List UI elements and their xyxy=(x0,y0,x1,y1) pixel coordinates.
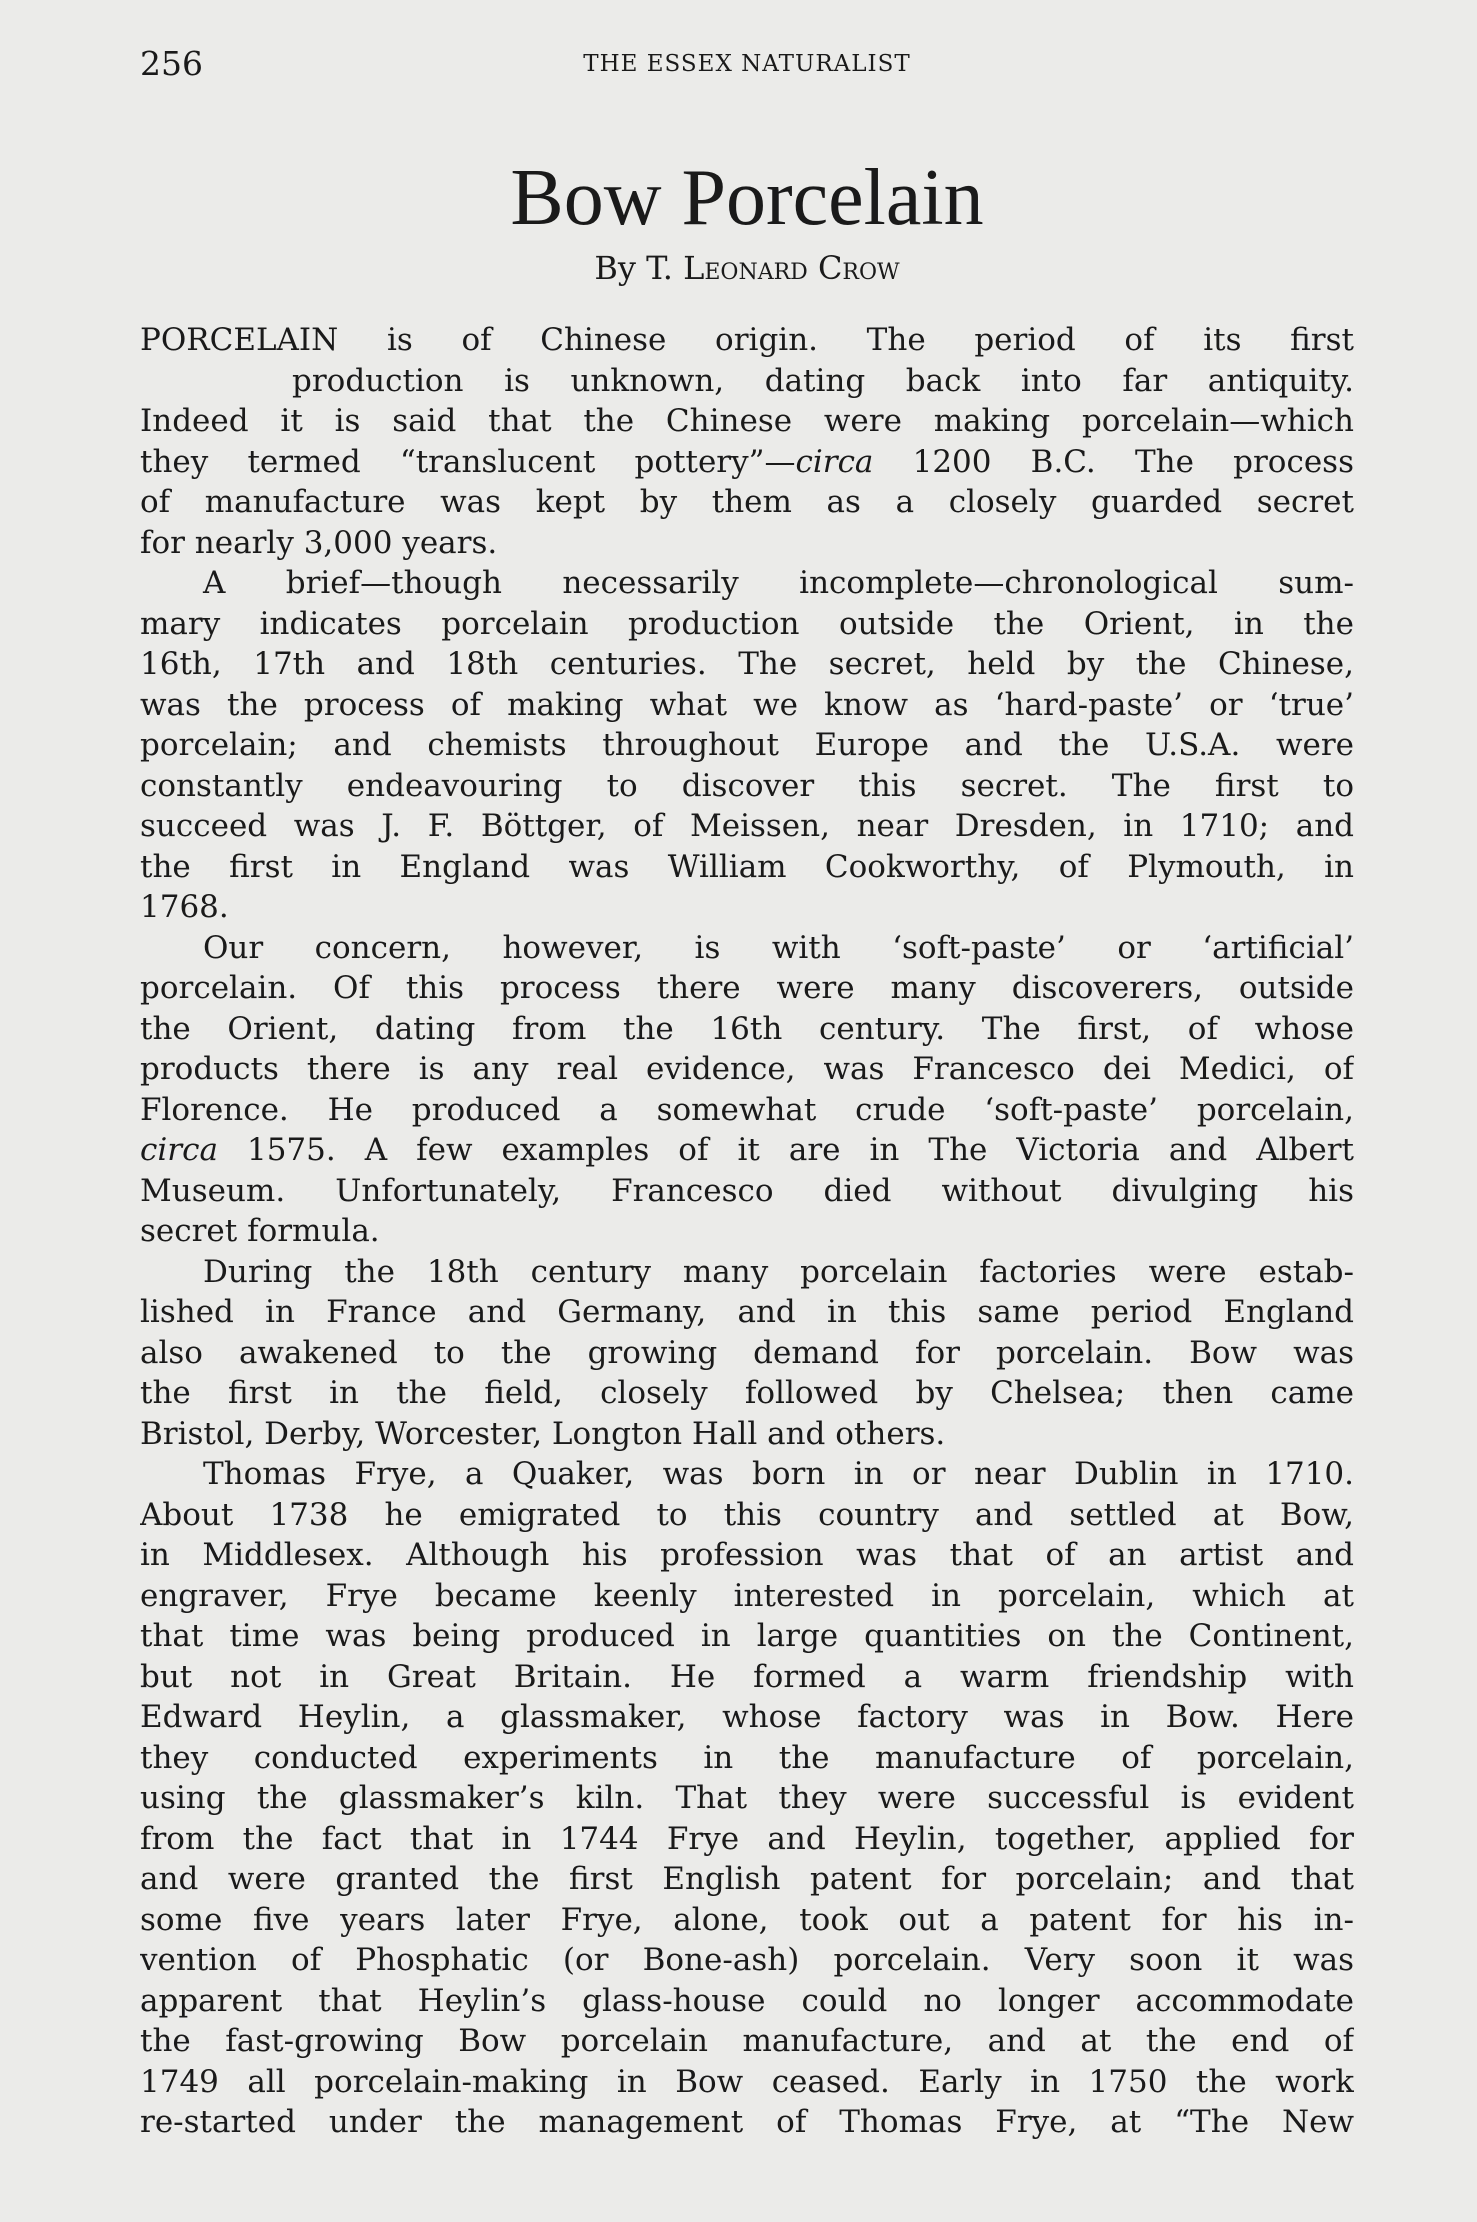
text-line: that time was being produced in large quantities on the Continent, xyxy=(140,1618,1354,1654)
text-line: A brief—though necessarily incomplete—chronological sum- xyxy=(203,565,1354,601)
text-line: porcelain. Of this process there were many discoverers, outside xyxy=(140,970,1354,1006)
text-line: vention of Phosphatic (or Bone-ash) porcelain. Very soon it was xyxy=(140,1942,1354,1978)
text-line: engraver, Frye became keenly interested in porcelain, which at xyxy=(140,1577,1354,1614)
text-line: of manufacture was kept by them as a closely guarded secret xyxy=(140,484,1354,520)
text-line: 1768. xyxy=(140,889,229,925)
article-body xyxy=(140,320,1354,2143)
text-line: using the glassmaker’s kiln. That they were successful is evident xyxy=(140,1780,1354,1816)
text-line: apparent that Heylin’s glass-house could no longer accommodate xyxy=(140,1982,1354,2019)
text-line: Museum. Unfortunately, Francesco died without divulging his xyxy=(140,1172,1354,1209)
text-line: also awakened to the growing demand for porcelain. Bow was xyxy=(140,1334,1354,1371)
text-line: Indeed it is said that the Chinese were making porcelain—which xyxy=(140,403,1354,439)
text-line: 16th, 17th and 18th centuries. The secret, held by the Chinese, xyxy=(140,646,1354,682)
text-line: products there is any real evidence, was Francesco dei Medici, of xyxy=(140,1051,1354,1087)
text-line: re-started under the management of Thomas Frye, at “The New xyxy=(140,2104,1354,2140)
byline xyxy=(140,246,1354,290)
running-head xyxy=(140,44,1354,84)
text-line: but not in Great Britain. He formed a warm friendship with xyxy=(140,1658,1354,1695)
text-line: Edward Heylin, a glassmaker, whose factory was in Bow. Here xyxy=(140,1699,1354,1735)
text-line: the first in England was William Cookworthy, of Plymouth, in xyxy=(140,848,1354,885)
text-line: circa 1575. A few examples of it are in The Victoria and Albert xyxy=(140,1132,1354,1168)
text-line: mary indicates porcelain production outside the Orient, in the xyxy=(140,605,1354,642)
author-name: Leonard Crow xyxy=(683,249,900,287)
text-line: the first in the field, closely followed by Chelsea; then came xyxy=(140,1375,1354,1411)
text-line: in Middlesex. Although his profession was that of an artist and xyxy=(140,1537,1354,1573)
text-line: some five years later Frye, alone, took out a patent for his in- xyxy=(140,1901,1354,1938)
text-line: for nearly 3,000 years. xyxy=(140,524,498,561)
text-line: the fast-growing Bow porcelain manufacture, and at the end of xyxy=(140,2023,1354,2059)
text-line: they conducted experiments in the manufacture of porcelain, xyxy=(140,1739,1354,1776)
text-line: the Orient, dating from the 16th century. The first, of whose xyxy=(140,1010,1354,1047)
text-line: Thomas Frye, a Quaker, was born in or near Dublin in 1710. xyxy=(203,1456,1354,1492)
text-line: Bristol, Derby, Worcester, Longton Hall and others. xyxy=(140,1415,946,1452)
text-line: they termed “translucent pottery”—circa 1200 B.C. The process xyxy=(140,443,1354,480)
text-line: porcelain; and chemists throughout Europe and the U.S.A. were xyxy=(140,727,1354,763)
text-line: was the process of making what we know as ‘hard-paste’ or ‘true’ xyxy=(140,686,1354,723)
text-line: constantly endeavouring to discover this secret. The first to xyxy=(140,767,1354,804)
text-line: About 1738 he emigrated to this country and settled at Bow, xyxy=(140,1496,1354,1533)
text-line: from the fact that in 1744 Frye and Heylin, together, applied for xyxy=(140,1820,1354,1857)
text-line: Florence. He produced a somewhat crude ‘soft-paste’ porcelain, xyxy=(140,1091,1354,1128)
byline-prefix: By T. xyxy=(594,249,684,287)
text-line: secret formula. xyxy=(140,1213,380,1249)
text-line: succeed was J. F. Böttger, of Meissen, near Dresden, in 1710; and xyxy=(140,808,1354,844)
journal-title: THE ESSEX NATURALIST xyxy=(583,51,911,77)
text-line: PORCELAIN is of Chinese origin. The period of its first xyxy=(140,322,1354,358)
page-number: 256 xyxy=(140,44,203,83)
text-line: lished in France and Germany, and in this same period England xyxy=(140,1294,1354,1330)
article-title: Bow Porcelain xyxy=(510,154,984,242)
text-line: and were granted the first English patent for porcelain; and that xyxy=(140,1861,1354,1897)
text-line: During the 18th century many porcelain factories were estab- xyxy=(203,1253,1354,1290)
text-line: production is unknown, dating back into far antiquity. xyxy=(292,362,1354,399)
text-line: Our concern, however, is with ‘soft-paste’ or ‘artificial’ xyxy=(203,929,1354,966)
text-line: 1749 all porcelain-making in Bow ceased. Early in 1750 the work xyxy=(140,2063,1354,2100)
